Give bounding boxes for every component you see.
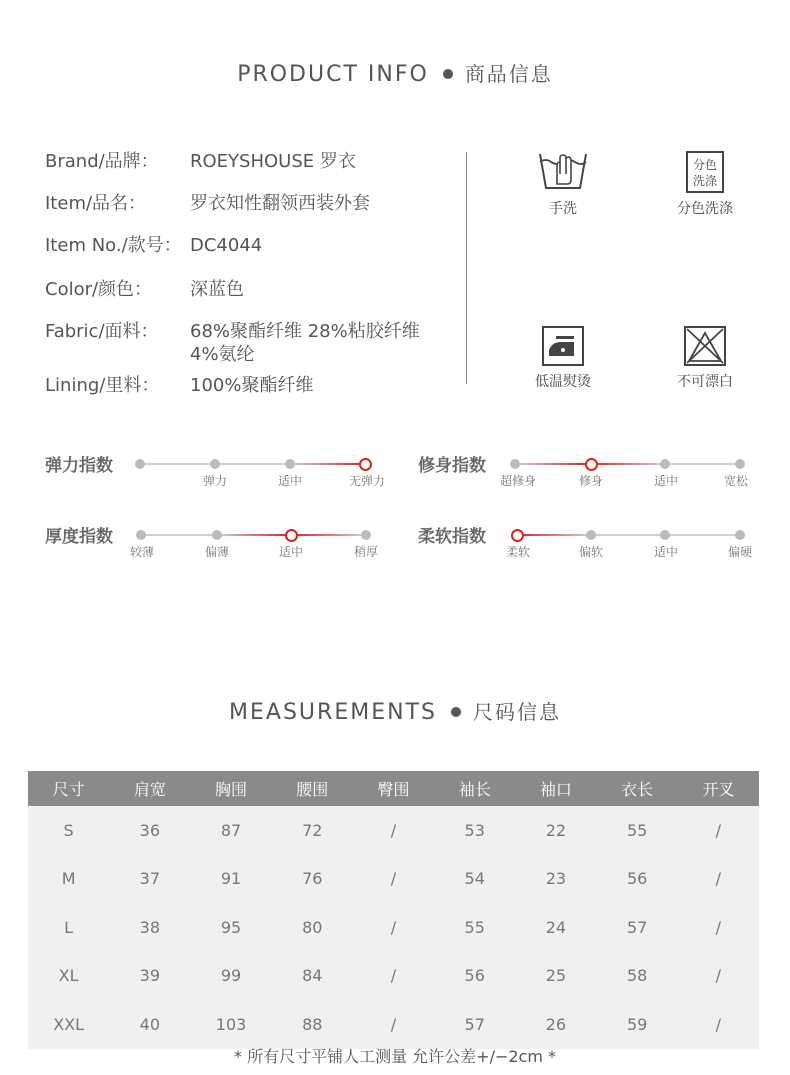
index-point [135,459,145,469]
table-cell: 53 [434,806,515,855]
title-dot [443,69,453,79]
index-title-softness: 柔软指数 [418,527,486,547]
column-header: 衣长 [597,771,678,806]
measurement-footnote: * 所有尺寸平铺人工测量 允许公差+/−2cm * [233,1047,557,1066]
column-header: 腰围 [272,771,353,806]
no-bleach-icon [683,325,727,367]
index-highlight [290,463,365,465]
table-cell: 22 [515,806,596,855]
index-option-label: 偏薄 [204,545,230,559]
index-track-thickness [129,534,379,559]
title-dot [451,707,461,717]
table-cell: XXL [28,1000,109,1049]
index-option-label: 修身 [578,474,604,488]
info-label: Fabric/面料： [45,321,159,342]
index-title-thickness: 厚度指数 [45,527,113,547]
index-point [285,459,295,469]
table-cell: 103 [190,1000,271,1049]
table-cell: M [28,855,109,904]
product-info-title-en: PRODUCT INFO [237,62,429,87]
index-option-label: 弹力 [202,474,228,488]
column-header: 袖长 [434,771,515,806]
column-header: 尺寸 [28,771,109,806]
table-cell: / [678,1000,759,1049]
measurements-title-cn: 尺码信息 [472,700,561,724]
table-cell: 56 [434,952,515,1001]
separate-wash-icon [685,150,725,194]
table-row [28,952,759,1001]
column-header: 胸围 [190,771,271,806]
table-cell: / [353,903,434,952]
table-cell: 72 [272,806,353,855]
info-label: Brand/品牌： [45,151,159,172]
care-label: 手洗 [549,201,577,217]
index-option-label: 偏软 [578,545,604,559]
index-point [586,530,596,540]
table-cell: 99 [190,952,271,1001]
info-label: Item/品名： [45,193,147,214]
index-point [660,530,670,540]
table-cell: 55 [434,903,515,952]
table-cell: L [28,903,109,952]
table-row [28,903,759,952]
care-label: 分色洗涤 [677,201,733,217]
column-header: 袖口 [515,771,596,806]
table-cell: 36 [109,806,190,855]
table-cell: XL [28,952,109,1001]
vertical-divider [466,152,467,384]
care-label: 低温熨烫 [535,374,591,390]
info-value: 4%氨纶 [190,344,255,365]
info-row-item-no [45,231,262,257]
table-cell: 39 [109,952,190,1001]
info-row-color [45,275,244,301]
table-cell: 54 [434,855,515,904]
index-point [212,530,222,540]
table-cell: / [353,1000,434,1049]
column-header: 肩宽 [109,771,190,806]
table-cell: 76 [272,855,353,904]
info-value: ROEYSHOUSE 罗衣 [190,151,356,172]
info-value: DC4044 [190,235,263,256]
icon-text: 洗涤 [692,174,718,188]
index-point [210,459,220,469]
table-cell: / [678,806,759,855]
table-row [28,1000,759,1049]
info-label: Color/颜色： [45,279,153,300]
table-cell: / [678,855,759,904]
hand-wash-icon [537,150,589,194]
index-point [136,530,146,540]
table-cell: 40 [109,1000,190,1049]
table-header-row [28,771,759,806]
index-option-label: 较薄 [129,545,155,559]
table-cell: 95 [190,903,271,952]
table-cell: 91 [190,855,271,904]
table-row [28,806,759,855]
index-highlight [516,534,591,536]
index-option-label: 宽松 [723,474,749,488]
table-cell: / [353,855,434,904]
table-cell: 59 [597,1000,678,1049]
info-value: 68%聚酯纤维 28%粘胶纤维 [190,321,420,342]
table-cell: / [353,952,434,1001]
info-value: 深蓝色 [190,279,244,300]
measurements-table [28,771,759,1049]
product-info-title-cn: 商品信息 [464,62,553,86]
table-cell: / [353,806,434,855]
table-cell: 58 [597,952,678,1001]
index-point [735,459,745,469]
info-row-lining [45,371,313,397]
index-point-selected [585,458,598,471]
table-cell: 87 [190,806,271,855]
measurements-title [0,696,790,725]
index-point [510,459,520,469]
index-point-selected [511,529,524,542]
index-point-selected [359,458,372,471]
icon-text: 分色 [692,158,718,172]
table-cell: 57 [434,1000,515,1049]
low-iron-icon [541,325,585,367]
table-cell: 88 [272,1000,353,1049]
info-row-fabric-line2 [190,340,255,366]
table-cell: 37 [109,855,190,904]
table-cell: / [678,903,759,952]
care-no-bleach [655,325,755,391]
table-cell: 38 [109,903,190,952]
column-header: 臀围 [353,771,434,806]
index-point-selected [285,529,298,542]
index-point [660,459,670,469]
measurements-title-en: MEASUREMENTS [229,700,437,725]
table-cell: 84 [272,952,353,1001]
table-cell: 23 [515,855,596,904]
info-value: 罗衣知性翻领西装外套 [190,193,370,214]
care-label: 不可漂白 [677,374,733,390]
index-option-label: 偏硬 [727,545,753,559]
table-cell: S [28,806,109,855]
index-point [361,530,371,540]
index-option-label: 稍厚 [353,545,379,559]
table-cell: / [678,952,759,1001]
index-track-elasticity [140,463,386,488]
index-option-label: 适中 [277,474,303,488]
index-point [735,530,745,540]
index-option-label: 适中 [653,545,679,559]
table-cell: 80 [272,903,353,952]
index-option-label: 适中 [278,545,304,559]
index-track-softness [505,534,753,559]
table-cell: 24 [515,903,596,952]
care-separate-wash [655,150,755,218]
table-cell: 57 [597,903,678,952]
table-cell: 26 [515,1000,596,1049]
index-track-fit [499,463,749,488]
column-header: 开叉 [678,771,759,806]
table-cell: 25 [515,952,596,1001]
table-row [28,855,759,904]
table-cell: 56 [597,855,678,904]
table-cell: 55 [597,806,678,855]
info-row-item [45,189,370,215]
index-title-elasticity: 弹力指数 [45,456,113,476]
product-info-title [0,58,790,87]
care-low-iron [513,325,613,391]
index-title-fit: 修身指数 [418,456,486,476]
info-value: 100%聚酯纤维 [190,375,314,396]
index-option-label: 适中 [653,474,679,488]
info-label: Item No./款号： [45,235,182,256]
care-hand-wash [513,150,613,218]
index-option-label: 无弹力 [348,474,386,488]
index-option-label: 超修身 [499,474,537,488]
info-row-brand [45,147,356,173]
info-label: Lining/里料： [45,375,160,396]
index-option-label: 柔软 [505,545,531,559]
